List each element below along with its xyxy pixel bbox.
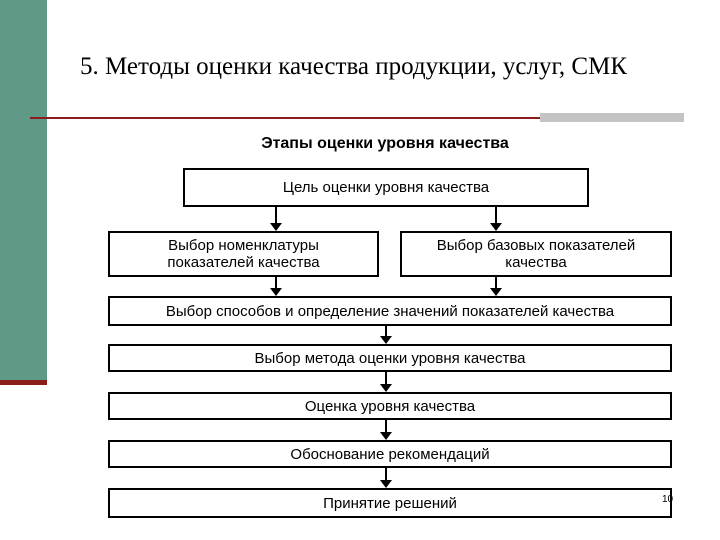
diagram-heading: Этапы оценки уровня качества <box>261 135 509 152</box>
page-number: 10 <box>662 494 674 505</box>
nomenclature-line1: Выбор номенклатуры <box>168 237 319 254</box>
arrow-recommendations-to-decisions <box>380 468 392 488</box>
recommendations-box <box>108 440 672 468</box>
arrow-goal-to-base <box>490 207 502 231</box>
decisions-box <box>108 488 672 518</box>
goal-box <box>183 168 589 207</box>
base-indicators-box <box>400 231 672 277</box>
arrow-method-to-assessment <box>380 372 392 392</box>
title-divider-accent <box>540 113 684 122</box>
slide-title: 5. Методы оценки качества продукции, услуг, СМК <box>80 53 628 80</box>
base-line1: Выбор базовых показателей <box>436 237 636 254</box>
title-divider <box>30 117 540 119</box>
goal-label: Цель оценки уровня качества <box>282 179 490 196</box>
arrow-methods-to-assessment-method <box>380 326 392 344</box>
arrow-nomenclature-to-methods <box>270 277 282 296</box>
nomenclature-box <box>108 231 379 277</box>
base-line2: качества <box>505 254 567 271</box>
quality-assessment-label: Оценка уровня качества <box>304 397 476 415</box>
arrow-base-to-methods <box>490 277 502 296</box>
sidebar-accent-line <box>0 380 47 385</box>
methods-values-box <box>108 296 672 326</box>
arrow-goal-to-nomenclature <box>270 207 282 231</box>
methods-values-label: Выбор способов и определение значений показателей качества <box>165 302 615 320</box>
nomenclature-line2: показателей качества <box>167 254 320 271</box>
quality-assessment-box <box>108 392 672 420</box>
recommendations-label: Обоснование рекомендаций <box>290 445 490 463</box>
assessment-method-label: Выбор метода оценки уровня качества <box>254 349 526 367</box>
sidebar-decoration <box>0 0 47 383</box>
decisions-label: Принятие решений <box>323 494 457 512</box>
arrow-assessment-to-recommendations <box>380 420 392 440</box>
assessment-method-box <box>108 344 672 372</box>
